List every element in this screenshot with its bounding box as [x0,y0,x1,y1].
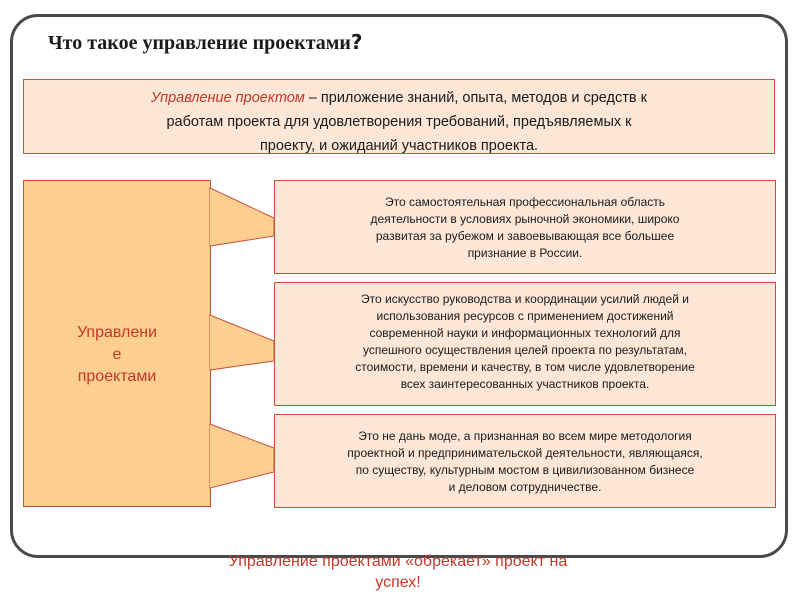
description-box-2: Это искусство руководства и координации усилий людей и использования ресурсов с применением достижений современной науки и информационных технологий для успешного осуществления целей проекта по результатам, стоимости, времени и качеству, в том числе удовлетворение всех заинтересованных участников проекта. [274,282,776,406]
callout-arrow-1 [210,188,274,246]
left-category-label [23,322,211,388]
question-mark-icon: ? [350,30,363,54]
definition-line-2: работам проекта для удовлетворения требований, предъявляемых к [166,114,632,130]
left-label-line-1: Управлени [76,324,158,341]
footer-slogan [150,551,646,593]
callout-arrow-2 [210,315,274,370]
left-label-line-3: проектами [77,368,157,385]
left-label-line-2: е [112,346,122,363]
footer-line-1: Управление проектами «обрекает» проект на [228,553,568,570]
definition-line-3: проекту, и ожиданий участников проекта. [259,138,539,154]
definition-line1-text: – приложение знаний, опыта, методов и средств к [304,90,647,106]
definition-term: Управление проектом [151,90,305,106]
description-box-1: Это самостоятельная профессиональная область деятельности в условиях рыночной экономики, широко развитая за рубежом и завоевывающая все большее признание в России. [274,180,776,274]
description-box-3: Это не дань моде, а признанная во всем мире методология проектной и предпринимательской деятельности, являющаяся, по существу, культурным мостом в цивилизованном бизнесе и деловом сотрудничестве. [274,414,776,508]
callout-arrow-3 [210,424,274,488]
footer-line-2: успех! [375,574,421,591]
title-text: Что такое управление проектами [48,32,351,54]
